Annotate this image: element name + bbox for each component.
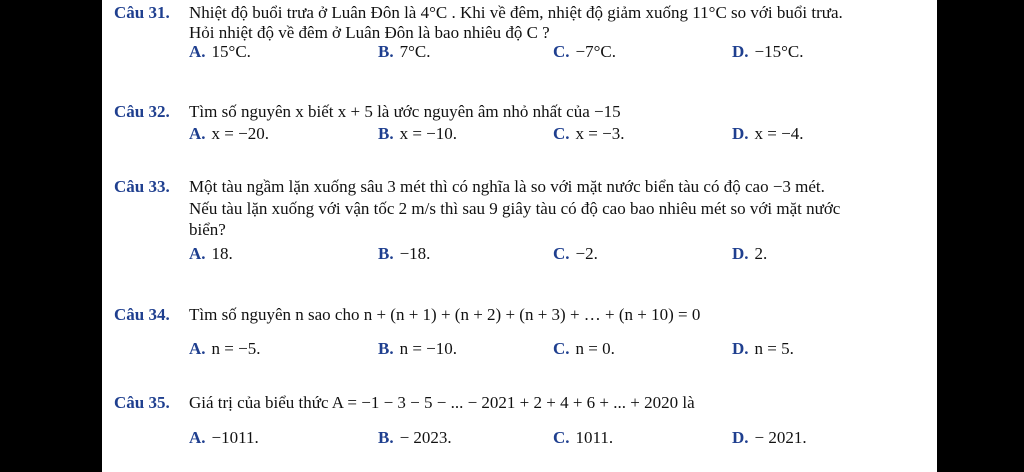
option-text: n = −10. <box>399 339 458 358</box>
question-31-option-a[interactable] <box>189 42 251 62</box>
option-label: D. <box>732 124 749 143</box>
question-34-option-b[interactable] <box>378 339 457 359</box>
question-31-line-1: Nhiệt độ buổi trưa ở Luân Đôn là 4°C . Khi về đêm, nhiệt độ giảm xuống 11°C so với buổi trưa. <box>189 3 843 22</box>
option-text: 18. <box>211 244 233 263</box>
option-text: 15°C. <box>211 42 251 61</box>
question-33-option-d[interactable] <box>732 244 767 264</box>
option-label: D. <box>732 339 749 358</box>
question-35-option-d[interactable] <box>732 428 807 448</box>
option-text: n = −5. <box>211 339 261 358</box>
option-label: C. <box>553 428 570 447</box>
option-label: A. <box>189 339 206 358</box>
question-35-option-c[interactable] <box>553 428 613 448</box>
option-label: D. <box>732 244 749 263</box>
option-label: D. <box>732 42 749 61</box>
question-35-option-b[interactable] <box>378 428 452 448</box>
question-33-option-b[interactable] <box>378 244 430 264</box>
option-text: x = −4. <box>754 124 804 143</box>
option-text: 7°C. <box>399 42 431 61</box>
question-31-option-d[interactable] <box>732 42 804 62</box>
question-34-option-a[interactable] <box>189 339 260 359</box>
question-33-number: Câu 33. <box>114 177 170 196</box>
option-text: n = 0. <box>575 339 615 358</box>
option-text: x = −20. <box>211 124 269 143</box>
option-text: n = 5. <box>754 339 794 358</box>
question-32-option-d[interactable] <box>732 124 803 144</box>
option-text: −15°C. <box>754 42 804 61</box>
option-text: x = −3. <box>575 124 625 143</box>
question-32-option-c[interactable] <box>553 124 624 144</box>
option-label: A. <box>189 124 206 143</box>
option-text: −7°C. <box>575 42 617 61</box>
question-34-option-d[interactable] <box>732 339 794 359</box>
worksheet-page <box>102 0 937 472</box>
question-32-number: Câu 32. <box>114 102 170 121</box>
option-text: −18. <box>399 244 431 263</box>
question-31-line-2: Hỏi nhiệt độ về đêm ở Luân Đôn là bao nhiêu độ C ? <box>189 23 550 42</box>
question-33-line-3: biển? <box>189 220 226 239</box>
option-label: A. <box>189 244 206 263</box>
option-label: B. <box>378 428 394 447</box>
question-32-line-1: Tìm số nguyên x biết x + 5 là ước nguyên âm nhỏ nhất của −15 <box>189 102 621 121</box>
option-label: C. <box>553 124 570 143</box>
option-label: B. <box>378 124 394 143</box>
right-black-border <box>937 0 1024 472</box>
option-text: 2. <box>754 244 768 263</box>
option-label: A. <box>189 428 206 447</box>
option-text: 1011. <box>575 428 614 447</box>
question-35-line-1: Giá trị của biểu thức A = −1 − 3 − 5 − ... − 2021 + 2 + 4 + 6 + ... + 2020 là <box>189 393 695 412</box>
option-text: − 2023. <box>399 428 452 447</box>
option-label: C. <box>553 244 570 263</box>
option-text: − 2021. <box>754 428 807 447</box>
option-label: B. <box>378 42 394 61</box>
option-label: D. <box>732 428 749 447</box>
left-black-border <box>0 0 102 472</box>
option-text: x = −10. <box>399 124 458 143</box>
question-33-option-c[interactable] <box>553 244 598 264</box>
question-32-option-a[interactable] <box>189 124 269 144</box>
question-34-number: Câu 34. <box>114 305 170 324</box>
question-33-line-1: Một tàu ngầm lặn xuống sâu 3 mét thì có nghĩa là so với mặt nước biển tàu có độ cao −3 mét. <box>189 177 825 196</box>
question-34-option-c[interactable] <box>553 339 615 359</box>
question-31-number: Câu 31. <box>114 3 170 22</box>
option-label: B. <box>378 339 394 358</box>
question-35-option-a[interactable] <box>189 428 259 448</box>
option-label: C. <box>553 339 570 358</box>
question-35-number: Câu 35. <box>114 393 170 412</box>
question-34-line-1: Tìm số nguyên n sao cho n + (n + 1) + (n + 2) + (n + 3) + … + (n + 10) = 0 <box>189 305 701 324</box>
option-label: B. <box>378 244 394 263</box>
question-31-option-c[interactable] <box>553 42 616 62</box>
question-33-option-a[interactable] <box>189 244 233 264</box>
question-31-option-b[interactable] <box>378 42 430 62</box>
option-text: −2. <box>575 244 598 263</box>
option-text: −1011. <box>211 428 259 447</box>
option-label: C. <box>553 42 570 61</box>
question-32-option-b[interactable] <box>378 124 457 144</box>
question-33-line-2: Nếu tàu lặn xuống với vận tốc 2 m/s thì sau 9 giây tàu có độ cao bao nhiêu mét so với mặt nước <box>189 199 841 218</box>
option-label: A. <box>189 42 206 61</box>
